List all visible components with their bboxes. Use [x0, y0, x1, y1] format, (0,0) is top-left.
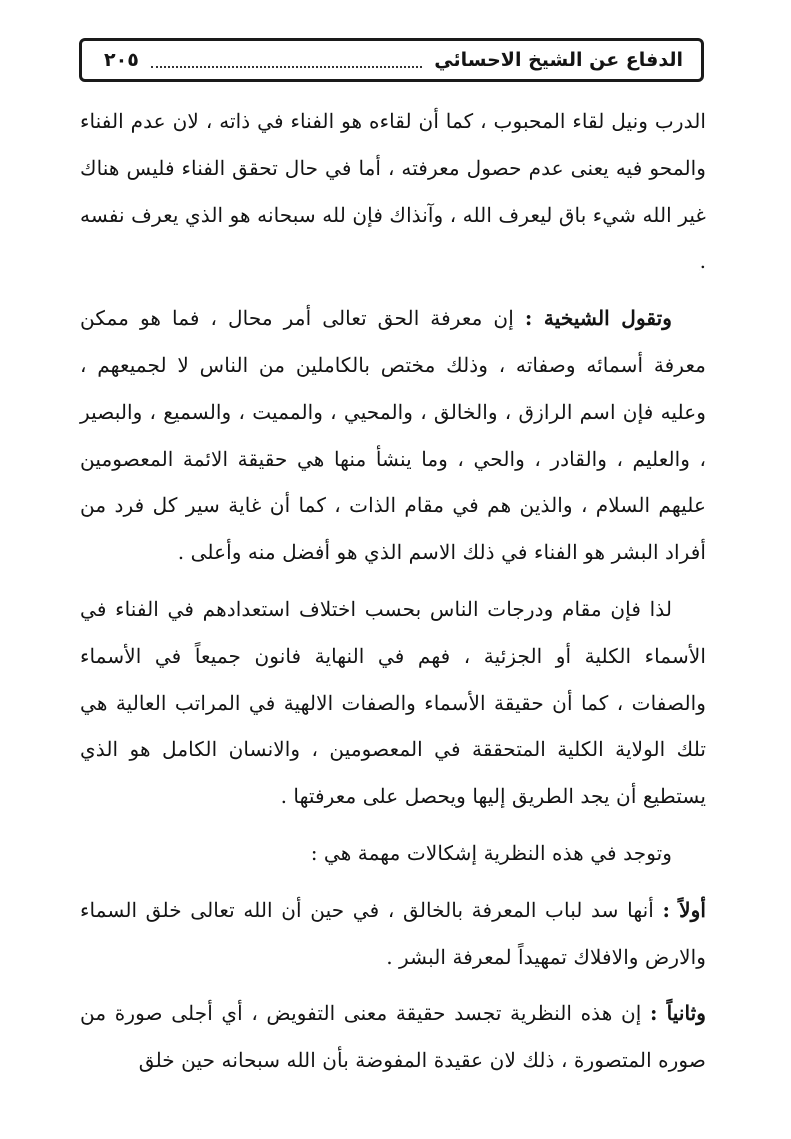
paragraph-4 — [80, 830, 706, 877]
paragraph-text: إن معرفة الحق تعالى أمر محال ، فما هو ممكن معرفة أسمائه وصفاته ، وذلك مختص بالكاملين من الناس لا لجميعهم ، وعليه فإن اسم الرازق ، والخالق ، والمحيي ، والمميت ، والسميع ، والبصير ، والعليم ، والقادر ، والحي ، وما ينشأ منها هي حقيقة الائمة المعصومين عليهم السلام ، والذين هم في مقام الذات ، كما أن غاية سير كل فرد من أفراد البشر هو الفناء في ذلك الاسم الذي هو أفضل منه وأعلى . — [80, 306, 706, 565]
paragraph-text: إن هذه النظرية تجسد حقيقة معنى التفويض ، أي أجلى صورة من صوره المتصورة ، ذلك لان عقيدة المفوضة بأن الله سبحانه حين خلق — [80, 1001, 706, 1073]
paragraph-text: الدرب ونيل لقاء المحبوب ، كما أن لقاءه هو الفناء في ذاته ، لان عدم الفناء والمحو فيه يعنى عدم حصول معرفته ، أما في حال تحقق الفناء فليس هناك غير الله شيء باق ليعرف الله ، وآنذاك فإن لله سبحانه هو الذي يعرف نفسه . — [80, 109, 706, 274]
header-dotted-leader — [151, 52, 422, 68]
paragraph-lead: وتقول الشيخية : — [524, 306, 672, 331]
paragraph-lead: وثانياً : — [649, 1001, 706, 1026]
running-header — [79, 38, 704, 82]
paragraph-text: وتوجد في هذه النظرية إشكالات مهمة هي : — [310, 840, 672, 865]
paragraph-2 — [80, 295, 706, 576]
paragraph-text: لذا فإن مقام ودرجات الناس بحسب اختلاف استعدادهم في الفناء في الأسماء الكلية أو الجزئية ، فهم في النهاية فانون جميعاً في الأسماء والصفات ، كما أن حقيقة الأسماء والصفات الالهية في المراتب العالية هي تلك الولاية الكلية المتحققة في المعصومين ، والانسان الكامل هو الذي يستطيع أن يجد الطريق إليها ويحصل على معرفتها . — [80, 596, 706, 809]
paragraph-lead: أولاً : — [662, 897, 706, 922]
header-title: الدفاع عن الشيخ الاحسائي — [434, 49, 683, 71]
paragraph-1 — [80, 98, 706, 285]
paragraph-3 — [80, 586, 706, 820]
body-text — [80, 98, 706, 1084]
paragraph-5 — [80, 887, 706, 981]
paragraph-text: أنها سد لباب المعرفة بالخالق ، في حين أن الله تعالى خلق السماء والارض والافلاك تمهيداً لمعرفة البشر . — [80, 897, 706, 969]
page-number: ٢٠٥ — [104, 49, 139, 71]
paragraph-6 — [80, 990, 706, 1084]
